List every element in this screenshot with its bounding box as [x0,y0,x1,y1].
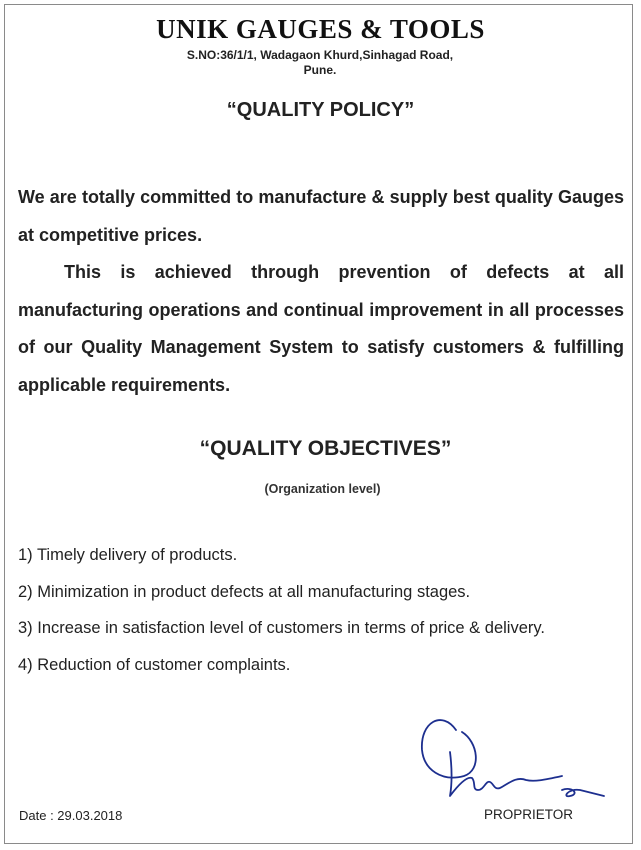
quality-objectives-title: “QUALITY OBJECTIVES” [199,437,452,460]
objective-item: 1) Timely delivery of products. [18,546,238,564]
document-date: Date : 29.03.2018 [19,808,123,823]
quality-policy-title: “QUALITY POLICY” [226,99,415,121]
proprietor-label: PROPRIETOR [484,807,574,822]
address-line-2: Pune. [303,63,337,77]
address-line-1: S.NO:36/1/1, Wadagaon Khurd,Sinhagad Road, [186,48,454,62]
objectives-subtitle: (Organization level) [264,482,381,496]
policy-paragraph-2: This is achieved through prevention of defects at all manufacturing operations and continual improvement in all processes of our Quality Management System to satisfy customers & fulfilling applicable requirements. [18,262,624,395]
objective-item: 4) Reduction of customer complaints. [18,655,291,674]
quality-policy-body [18,179,624,404]
objectives-list [18,537,630,683]
objective-item: 3) Increase in satisfaction level of customers in terms of price & delivery. [18,619,545,637]
policy-paragraph-1: We are totally committed to manufacture & supply best quality Gauges at competitive prices. [18,187,624,245]
handwritten-signature [412,710,612,810]
objective-item: 2) Minimization in product defects at all manufacturing stages. [18,582,471,601]
company-name: UNIK GAUGES & TOOLS [156,14,485,44]
company-address [150,48,490,78]
